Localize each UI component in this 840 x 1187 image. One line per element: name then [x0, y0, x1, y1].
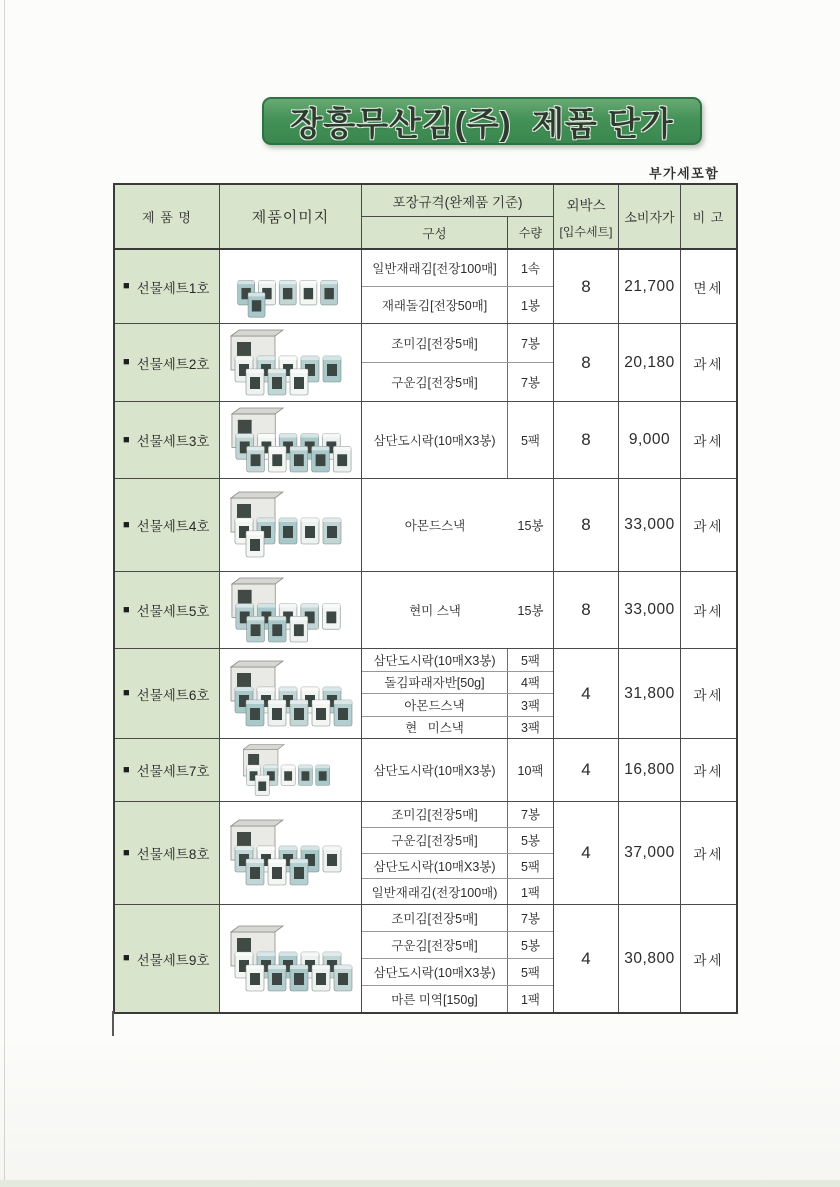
composition-item-row	[362, 854, 553, 880]
item-quantity: 1팩	[520, 885, 541, 900]
outer-box-count: 8	[554, 402, 619, 478]
consumer-price: 33,000	[619, 479, 681, 571]
composition-item-row	[362, 572, 553, 648]
composition-item-row	[362, 672, 553, 695]
composition-item-row	[362, 905, 553, 932]
outer-box-count: 4	[554, 802, 619, 904]
product-photo	[227, 490, 355, 560]
table-row	[115, 250, 736, 324]
composition-item-row	[362, 324, 553, 363]
item-name: 일반재래김(전장100매)	[362, 879, 508, 904]
item-name: 아몬드스낵	[362, 694, 508, 716]
consumer-price: 20,180	[619, 324, 681, 401]
item-quantity: 5봉	[520, 834, 541, 849]
bullet-square-icon: ■	[123, 846, 130, 859]
header-outer-box	[554, 185, 619, 248]
product-image-cell	[220, 479, 362, 571]
product-image-cell	[220, 802, 362, 904]
product-name-cell	[115, 649, 220, 738]
product-photo	[227, 924, 355, 994]
table-row	[115, 572, 736, 649]
item-quantity: 3팩	[520, 721, 541, 736]
composition-item-row	[362, 717, 553, 739]
tax-status: 과세	[693, 604, 724, 619]
item-name: 재래돌김[전장50매]	[362, 287, 508, 323]
product-name: 선물세트1호	[136, 280, 210, 296]
product-image-cell	[220, 250, 362, 323]
product-image-cell	[220, 649, 362, 738]
outer-box-count: 4	[554, 905, 619, 1012]
composition-item-row	[362, 986, 553, 1012]
composition-cell	[362, 649, 554, 738]
item-name: 삼단도시락(10매X3봉)	[362, 739, 508, 801]
product-photo	[240, 743, 341, 798]
bullet-square-icon: ■	[123, 603, 130, 616]
vat-included-note: 부가세포함	[649, 166, 720, 181]
composition-cell	[362, 739, 554, 801]
item-name: 구운김[전장5매]	[362, 932, 508, 958]
item-quantity: 7봉	[520, 808, 541, 823]
header-packaging-spec: 포장규격(완제품 기준)	[362, 185, 553, 217]
composition-cell	[362, 324, 554, 401]
item-quantity: 15봉	[517, 519, 544, 533]
product-name: 선물세트5호	[136, 604, 210, 619]
scan-artifact-border-tail	[112, 1011, 114, 1036]
composition-cell	[362, 250, 554, 323]
composition-item-row	[362, 932, 553, 959]
header-outer-box-line1: 외박스	[566, 197, 606, 213]
item-quantity: 1봉	[520, 299, 541, 313]
product-name-cell	[115, 402, 220, 478]
item-quantity: 15봉	[517, 604, 544, 618]
product-name: 선물세트9호	[136, 952, 210, 968]
product-name-cell	[115, 572, 220, 648]
item-name: 삼단도시락(10매X3봉)	[362, 649, 508, 671]
table-row	[115, 905, 736, 1012]
table-row	[115, 802, 736, 905]
table-row	[115, 324, 736, 402]
item-quantity: 4팩	[520, 676, 541, 691]
composition-item-row	[362, 287, 553, 323]
product-name-cell	[115, 479, 220, 571]
product-photo	[227, 328, 355, 398]
tax-status: 면세	[693, 280, 724, 296]
composition-item-row	[362, 250, 553, 287]
outer-box-count: 8	[554, 479, 619, 571]
item-name: 조미김[전장5매]	[362, 324, 508, 362]
consumer-price: 33,000	[619, 572, 681, 648]
bullet-square-icon: ■	[123, 763, 130, 776]
product-name: 선물세트8호	[136, 847, 210, 862]
composition-item-row	[362, 649, 553, 672]
composition-item-row	[362, 739, 553, 801]
item-name: 마른 미역[150g]	[362, 986, 508, 1012]
product-photo	[230, 254, 351, 320]
bullet-square-icon: ■	[123, 687, 130, 699]
bullet-square-icon: ■	[123, 356, 130, 368]
composition-item-row	[362, 828, 553, 854]
item-name: 삼단도시락(10매X3봉)	[362, 959, 508, 985]
price-table	[113, 183, 738, 1014]
composition-cell	[362, 802, 554, 904]
item-name: 구운김[전장5매]	[362, 363, 508, 401]
header-outer-box-line2: [입수세트]	[559, 224, 613, 239]
item-name: 현 미스낵	[362, 717, 508, 739]
tax-status: 과세	[693, 434, 724, 449]
consumer-price: 16,800	[619, 739, 681, 801]
item-quantity: 1팩	[520, 993, 541, 1007]
composition-cell	[362, 905, 554, 1012]
composition-cell	[362, 572, 554, 648]
consumer-price: 21,700	[619, 250, 681, 323]
item-name: 일반재래김[전장100매]	[362, 250, 508, 286]
outer-box-count: 8	[554, 250, 619, 323]
consumer-price: 31,800	[619, 649, 681, 738]
item-name: 조미김[전장5매]	[362, 905, 508, 931]
product-photo	[227, 818, 355, 888]
scan-artifact-bottom-shade	[0, 1030, 840, 1180]
item-quantity: 7봉	[520, 912, 541, 926]
tax-status: 과세	[693, 952, 724, 968]
tax-status: 과세	[693, 519, 724, 534]
header-packaging-subrow	[362, 217, 553, 248]
item-name: 구운김[전장5매]	[362, 828, 508, 853]
product-name: 선물세트6호	[136, 687, 210, 703]
item-quantity: 5봉	[520, 939, 541, 953]
composition-item-row	[362, 402, 553, 478]
item-quantity: 5팩	[520, 653, 541, 668]
product-photo	[228, 576, 354, 645]
outer-box-count: 8	[554, 572, 619, 648]
header-consumer-price: 소비자가	[619, 185, 681, 248]
composition-item-row	[362, 959, 553, 986]
header-quantity: 수량	[518, 226, 543, 240]
item-quantity: 7봉	[520, 376, 541, 390]
tax-status: 과세	[693, 847, 724, 862]
composition-item-row	[362, 802, 553, 828]
table-body	[115, 250, 736, 1012]
product-image-cell	[220, 905, 362, 1012]
outer-box-count: 4	[554, 649, 619, 738]
bullet-square-icon: ■	[123, 518, 130, 531]
item-name: 조미김[전장5매]	[362, 802, 508, 827]
product-name: 선물세트2호	[136, 356, 210, 372]
product-name-cell	[115, 324, 220, 401]
item-quantity: 10팩	[517, 764, 544, 778]
product-name: 선물세트3호	[136, 434, 210, 449]
item-quantity: 5팩	[520, 859, 541, 874]
item-quantity: 3팩	[520, 698, 541, 713]
item-name: 돌김파래자반[50g]	[362, 672, 508, 694]
header-product-image: 제품이미지	[220, 185, 362, 248]
product-image-cell	[220, 739, 362, 801]
bullet-square-icon: ■	[123, 280, 130, 292]
table-row	[115, 479, 736, 572]
product-name: 선물세트7호	[136, 764, 210, 779]
product-name-cell	[115, 739, 220, 801]
tax-status: 과세	[693, 764, 724, 779]
product-photo	[227, 659, 355, 729]
table-header-row	[115, 185, 736, 250]
header-remarks: 비 고	[692, 210, 725, 225]
header-product-name: 제 품 명	[115, 185, 220, 248]
header-packaging-group	[362, 185, 554, 248]
bullet-square-icon: ■	[123, 952, 130, 964]
outer-box-count: 4	[554, 739, 619, 801]
product-image-cell	[220, 572, 362, 648]
product-name-cell	[115, 802, 220, 904]
composition-cell	[362, 402, 554, 478]
item-quantity: 1속	[520, 262, 541, 276]
composition-item-row	[362, 479, 553, 571]
scan-artifact-left-line	[4, 0, 5, 1187]
consumer-price: 9,000	[619, 402, 681, 478]
tax-status: 과세	[693, 687, 724, 703]
header-composition: 구성	[362, 217, 508, 248]
scan-artifact-bottom-band	[0, 1180, 840, 1187]
product-name-cell	[115, 905, 220, 1012]
composition-cell	[362, 479, 554, 571]
outer-box-count: 8	[554, 324, 619, 401]
composition-item-row	[362, 363, 553, 401]
composition-item-row	[362, 879, 553, 904]
bullet-square-icon: ■	[123, 433, 130, 446]
page-title: 장흥무산김(주) 제품 단가	[290, 104, 674, 142]
composition-item-row	[362, 694, 553, 717]
title-banner	[262, 97, 702, 145]
product-name-cell	[115, 250, 220, 323]
product-image-cell	[220, 402, 362, 478]
consumer-price: 30,800	[619, 905, 681, 1012]
item-quantity: 5팩	[520, 434, 541, 448]
product-name: 선물세트4호	[136, 519, 210, 534]
product-photo	[228, 406, 354, 475]
item-name: 현미 스낵	[409, 604, 461, 618]
table-row	[115, 402, 736, 479]
table-row	[115, 649, 736, 739]
consumer-price: 37,000	[619, 802, 681, 904]
item-name: 삼단도시락(10매X3봉)	[362, 402, 508, 478]
tax-status: 과세	[693, 356, 724, 372]
table-row	[115, 739, 736, 802]
item-name: 삼단도시락(10매X3봉)	[362, 854, 508, 879]
item-quantity: 5팩	[520, 966, 541, 980]
item-name: 아몬드스낵	[404, 519, 466, 533]
product-image-cell	[220, 324, 362, 401]
item-quantity: 7봉	[520, 337, 541, 351]
